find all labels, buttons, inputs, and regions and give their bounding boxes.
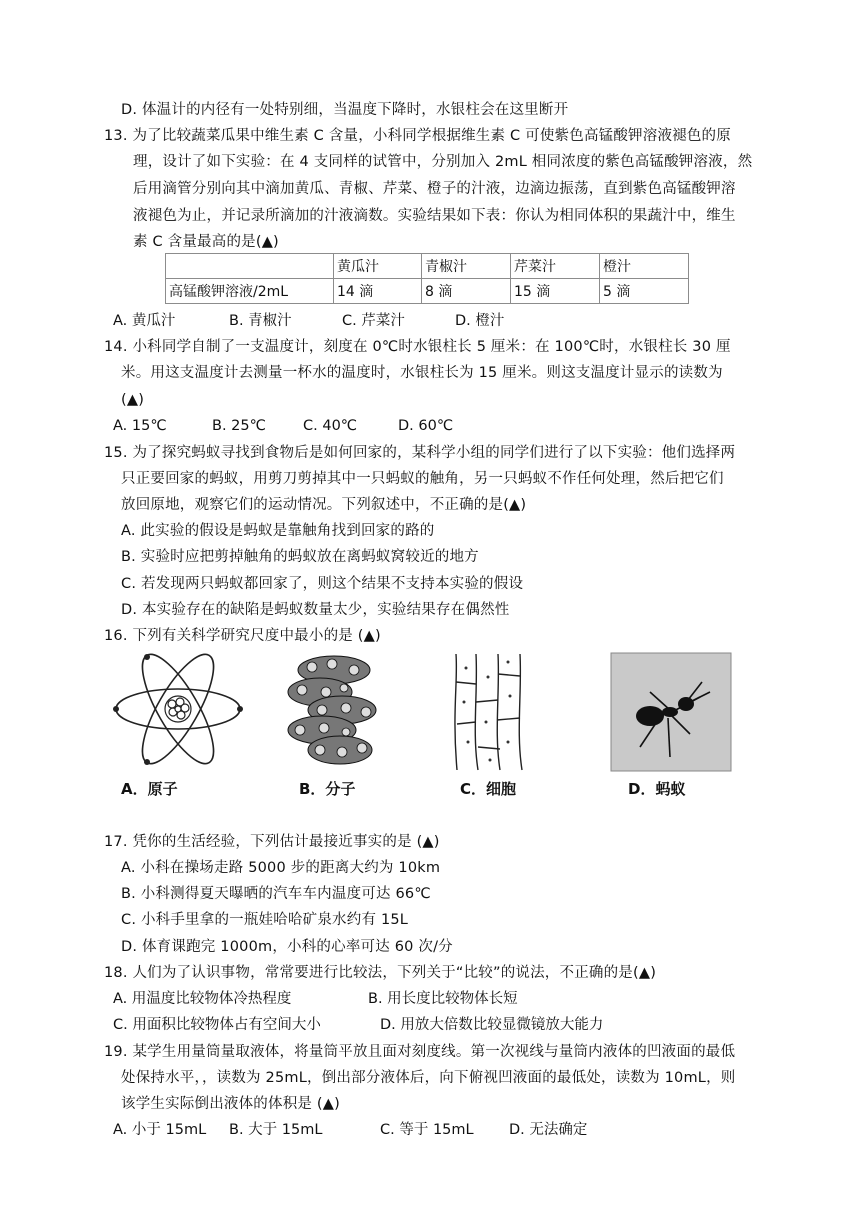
- caption-ant: D．蚂蚁: [628, 780, 686, 798]
- q12-option-d: D. 体温计的内径有一处特别细，当温度下降时，水银柱会在这里断开: [121, 102, 569, 118]
- q17-stem: 17. 凭你的生活经验，下列估计最接近事实的是 (▲): [104, 834, 440, 850]
- q14-stem-line-3: (▲): [121, 392, 145, 408]
- table-cell: 14 滴: [334, 279, 422, 304]
- q13-option-b: B. 青椒汁: [229, 313, 292, 329]
- q15-option-c: C. 若发现两只蚂蚁都回家了，则这个结果不支持本实验的假设: [121, 576, 524, 592]
- table-header-cell: [166, 254, 334, 279]
- table-header-cell: 芹菜汁: [511, 254, 600, 279]
- q13-option-c: C. 芹菜汁: [342, 313, 405, 329]
- q17-option-c: C. 小科手里拿的一瓶娃哈哈矿泉水约有 15L: [121, 912, 409, 928]
- q18-option-b: B. 用长度比较物体长短: [368, 991, 518, 1007]
- q13-option-a: A. 黄瓜汁: [113, 313, 176, 329]
- q19-stem-line-3: 该学生实际倒出液体的体积是 (▲): [121, 1096, 340, 1112]
- table-header-cell: 橙汁: [600, 254, 689, 279]
- table-cell: 高锰酸钾溶液/2mL: [166, 279, 334, 304]
- q15-stem-line-2: 只正要回家的蚂蚁，用剪刀剪掉其中一只蚂蚁的触角，另一只蚂蚁不作任何处理，然后把它们: [121, 471, 724, 487]
- q19-stem-line-1: 19. 某学生用量筒量取液体，将量筒平放且面对刻度线。第一次视线与量筒内液体的凹液面的最低: [104, 1044, 736, 1060]
- q13-stem-line-3: 后用滴管分别向其中滴加黄瓜、青椒、芹菜、橙子的汁液，边滴边振荡，直到紫色高锰酸钾溶: [133, 181, 736, 197]
- q13-stem-line-2: 理，设计了如下实验：在 4 支同样的试管中，分别加入 2mL 相同浓度的紫色高锰酸钾溶液，然: [133, 154, 753, 170]
- q14-options: [0, 416, 860, 436]
- q19-option-b: B. 大于 15mL: [229, 1122, 323, 1138]
- q14-option-b: B. 25℃: [212, 418, 266, 434]
- table-row: [166, 279, 689, 304]
- q15-option-a: A. 此实验的假设是蚂蚁是靠触角找到回家的路的: [121, 523, 435, 539]
- table-header-cell: 黄瓜汁: [334, 254, 422, 279]
- q17-option-a: A. 小科在操场走路 5000 步的距离大约为 10km: [121, 860, 441, 876]
- q13-stem-line-4: 液褪色为止，并记录所滴加的汁液滴数。实验结果如下表：你认为相同体积的果蔬汁中，维生: [133, 208, 736, 224]
- q16-stem: 16. 下列有关科学研究尺度中最小的是 (▲): [104, 628, 381, 644]
- q13-result-table: [165, 253, 689, 304]
- q14-option-a: A. 15℃: [113, 418, 167, 434]
- q15-stem-line-3: 放回原地，观察它们的运动情况。下列叙述中，不正确的是(▲): [121, 497, 527, 513]
- table-cell: 15 滴: [511, 279, 600, 304]
- table-header-cell: 青椒汁: [422, 254, 511, 279]
- q13-stem-line-1: 13. 为了比较蔬菜瓜果中维生素 C 含量，小科同学根据维生素 C 可使紫色高锰酸钾溶液褪色的原: [104, 128, 731, 144]
- q15-option-d: D. 本实验存在的缺陷是蚂蚁数量太少，实验结果存在偶然性: [121, 602, 510, 618]
- q19-options: [0, 1120, 860, 1140]
- q15-option-b: B. 实验时应把剪掉触角的蚂蚁放在离蚂蚁窝较近的地方: [121, 549, 479, 565]
- q17-option-b: B. 小科测得夏天曝晒的汽车车内温度可达 66℃: [121, 886, 431, 902]
- q14-option-c: C. 40℃: [303, 418, 358, 434]
- table-cell: 8 滴: [422, 279, 511, 304]
- molecule-image: [282, 652, 382, 772]
- q13-options: [0, 311, 860, 331]
- q18-options-row-1: [0, 989, 860, 1009]
- q19-option-c: C. 等于 15mL: [380, 1122, 474, 1138]
- q13-stem-line-5: 素 C 含量最高的是(▲): [133, 234, 279, 250]
- table-cell: 5 滴: [600, 279, 689, 304]
- ant-image: [610, 652, 732, 772]
- q19-stem-line-2: 处保持水平，，读数为 25mL，倒出部分液体后，向下俯视凹液面的最低处，读数为 10mL，则: [121, 1070, 736, 1086]
- q13-option-d: D. 橙汁: [455, 313, 505, 329]
- q19-option-d: D. 无法确定: [509, 1122, 588, 1138]
- cell-image: [448, 652, 530, 772]
- q18-option-c: C. 用面积比较物体占有空间大小: [113, 1017, 321, 1033]
- q14-option-d: D. 60℃: [398, 418, 454, 434]
- q18-option-a: A. 用温度比较物体冷热程度: [113, 991, 292, 1007]
- caption-cell: C．细胞: [460, 780, 517, 798]
- table-header-row: [166, 254, 689, 279]
- q14-stem-line-2: 米。用这支温度计去测量一杯水的温度时，水银柱长为 15 厘米。则这支温度计显示的读数为: [121, 365, 723, 381]
- caption-molecule: B．分子: [299, 780, 356, 798]
- q18-option-d: D. 用放大倍数比较显微镜放大能力: [380, 1017, 604, 1033]
- atom-image: [113, 652, 243, 767]
- q19-option-a: A. 小于 15mL: [113, 1122, 207, 1138]
- caption-atom: A．原子: [121, 780, 178, 798]
- q15-stem-line-1: 15. 为了探究蚂蚁寻找到食物后是如何回家的，某科学小组的同学们进行了以下实验：他们选择两: [104, 445, 736, 461]
- q18-options-row-2: [0, 1015, 860, 1035]
- q18-stem: 18. 人们为了认识事物，常常要进行比较法，下列关于“比较”的说法，不正确的是(▲): [104, 965, 657, 981]
- q17-option-d: D. 体育课跑完 1000m，小科的心率可达 60 次/分: [121, 939, 453, 955]
- q14-stem-line-1: 14. 小科同学自制了一支温度计，刻度在 0℃时水银柱长 5 厘米：在 100℃时，水银柱长 30 厘: [104, 339, 731, 355]
